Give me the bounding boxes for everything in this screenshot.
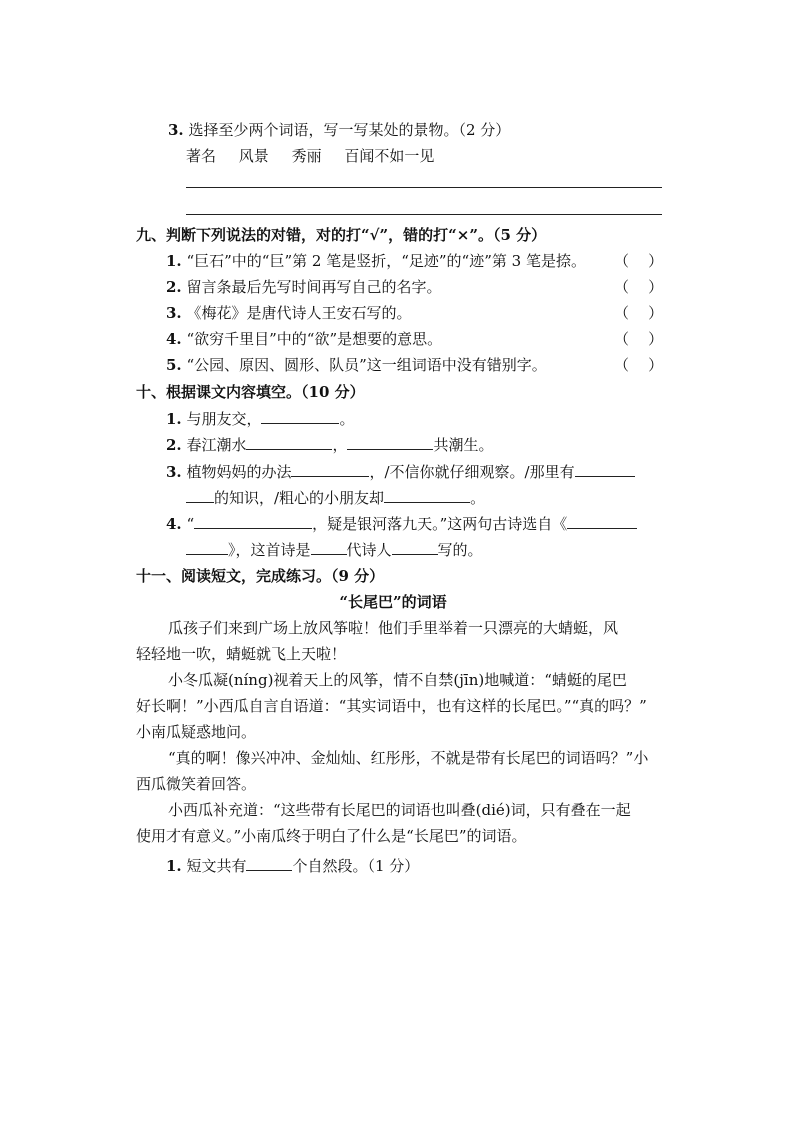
q3-prompt (168, 120, 510, 140)
answer-paren[interactable]: （ ） (614, 304, 664, 322)
item-number: 2. (166, 436, 182, 454)
item-text: 短文共有 (186, 857, 247, 875)
fill-blank[interactable] (186, 488, 214, 503)
item-text: ，疑是银河落九天。”这两句古诗选自《 (312, 515, 568, 533)
s10-item-3 (166, 462, 635, 482)
q3-number: 3. (168, 121, 184, 139)
item-text: “欲穷千里目”中的“欲”是想要的意思。 (186, 330, 443, 348)
s10-item-4-cont (186, 540, 483, 560)
s10-item-3-cont (186, 488, 485, 508)
q3-word: 风景 (238, 147, 269, 165)
passage-line: 轻轻地一吹，蜻蜓就飞上天啦！ (136, 645, 347, 663)
fill-blank[interactable] (347, 435, 433, 450)
section-11-title: 十一、阅读短文，完成练习。（9 分） (136, 567, 385, 585)
fill-blank[interactable] (384, 488, 470, 503)
passage-line: 西瓜微笑着回答。 (136, 775, 257, 793)
passage-line: 瓜孩子们来到广场上放风筝啦！他们手里举着一只漂亮的大蜻蜓，风 (168, 619, 619, 637)
item-text: ， (332, 436, 348, 454)
q3-word: 著名 (186, 147, 217, 165)
item-number: 4. (166, 330, 182, 348)
item-text: 代诗人 (346, 541, 392, 559)
fill-blank[interactable] (575, 462, 635, 477)
item-text: “巨石”中的“巨”第 2 笔是竖折，“足迹”的“迹”第 3 笔是捺。 (186, 252, 586, 270)
item-number: 2. (166, 278, 182, 296)
q3-word: 秀丽 (291, 147, 322, 165)
q3-word-list (186, 146, 434, 166)
section-9-title: 九、判断下列说法的对错，对的打“√”，错的打“×”。（5 分） (136, 226, 547, 244)
item-text: 个自然段。（1 分） (292, 857, 420, 875)
item-text: “公园、原因、圆形、队员”这一组词语中没有错别字。 (186, 356, 547, 374)
item-text: 植物妈妈的办法 (186, 463, 292, 481)
fill-blank[interactable] (186, 540, 228, 555)
item-text: 的知识，/粗心的小朋友却 (214, 489, 385, 507)
fill-blank[interactable] (246, 856, 292, 871)
s9-item (166, 251, 586, 271)
fill-blank[interactable] (311, 540, 347, 555)
section-10-title: 十、根据课文内容填空。（10 分） (136, 383, 365, 401)
answer-paren[interactable]: （ ） (614, 356, 664, 374)
item-number: 3. (166, 463, 182, 481)
s10-item-1 (166, 409, 354, 429)
passage-line: 小西瓜补充道：“这些带有长尾巴的词语也叫叠(dié)词，只有叠在一起 (168, 801, 631, 819)
fill-blank[interactable] (392, 540, 438, 555)
item-text: 写的。 (437, 541, 483, 559)
item-text: 与朋友交， (186, 410, 262, 428)
answer-paren[interactable]: （ ） (614, 278, 664, 296)
s10-item-4 (166, 514, 637, 534)
item-text: 共潮生。 (433, 436, 494, 454)
q3-word: 百闻不如一见 (344, 147, 435, 165)
item-number: 1. (166, 252, 182, 270)
item-text: 》，这首诗是 (228, 541, 311, 559)
item-text: 留言条最后先写时间再写自己的名字。 (186, 278, 442, 296)
s9-item (166, 329, 442, 349)
fill-blank[interactable] (261, 409, 339, 424)
passage-title: “长尾巴”的词语 (339, 593, 447, 611)
passage-line: 小南瓜疑惑地问。 (136, 723, 257, 741)
item-text: 春江潮水 (186, 436, 247, 454)
item-text: 。 (470, 489, 486, 507)
passage-line: “真的啊！像兴冲冲、金灿灿、红彤彤，不就是带有长尾巴的词语吗？”小 (168, 749, 649, 767)
fill-blank[interactable] (194, 514, 312, 529)
item-text: “ (186, 515, 195, 533)
passage-line: 小冬瓜凝(níng)视着天上的风筝，情不自禁(jīn)地喊道：“蜻蜓的尾巴 (168, 671, 627, 689)
s9-item (166, 355, 547, 375)
fill-blank[interactable] (291, 462, 369, 477)
item-text: ，/不信你就仔细观察。/那里有 (369, 463, 575, 481)
s11-question-1 (166, 856, 419, 876)
s9-item (166, 277, 441, 297)
answer-line[interactable] (186, 187, 662, 188)
item-number: 3. (166, 304, 182, 322)
s9-item (166, 303, 411, 323)
s10-item-2 (166, 435, 494, 455)
item-text: 。 (339, 410, 355, 428)
answer-paren[interactable]: （ ） (614, 252, 664, 270)
item-number: 1. (166, 857, 182, 875)
item-number: 1. (166, 410, 182, 428)
passage-line: 好长啊！”小西瓜自言自语道：“其实词语中，也有这样的长尾巴。”“真的吗？” (136, 697, 647, 715)
fill-blank[interactable] (567, 514, 637, 529)
item-text: 《梅花》是唐代诗人王安石写的。 (186, 304, 412, 322)
answer-paren[interactable]: （ ） (614, 330, 664, 348)
q3-text: 选择至少两个词语，写一写某处的景物。（2 分） (188, 121, 511, 139)
item-number: 5. (166, 356, 182, 374)
item-number: 4. (166, 515, 182, 533)
passage-line: 使用才有意义。”小南瓜终于明白了什么是“长尾巴”的词语。 (136, 827, 527, 845)
fill-blank[interactable] (246, 435, 332, 450)
answer-line[interactable] (186, 214, 662, 215)
